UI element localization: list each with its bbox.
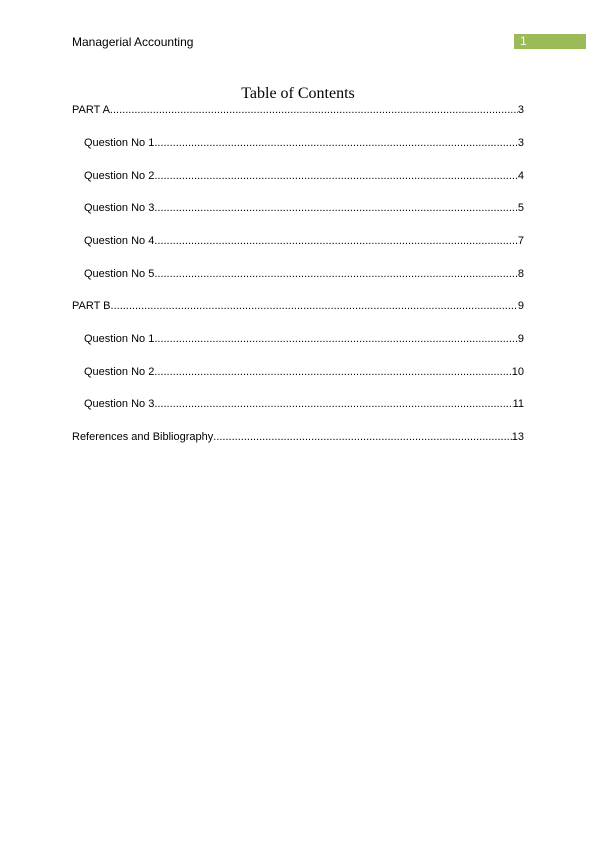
toc-entry-page: 8 [517, 268, 524, 280]
toc-entry-label: Question No 3 [84, 202, 155, 214]
toc-entry-label: Question No 1 [84, 137, 155, 149]
toc-entry-references[interactable] [72, 430, 524, 444]
toc-entry-page: 13 [511, 431, 524, 443]
toc-entry-page: 9 [517, 333, 524, 345]
toc-entry-page: 7 [517, 235, 524, 247]
toc-leader-dots [213, 430, 511, 444]
toc-entry-label: Question No 1 [84, 333, 155, 345]
toc-entry-label: References and Bibliography [72, 431, 214, 443]
toc-entry-page: 3 [517, 104, 524, 116]
toc-entry-part-a-question-5[interactable] [84, 267, 524, 281]
toc-leader-dots [110, 103, 518, 117]
toc-entry-page: 5 [517, 202, 524, 214]
toc-entry-part-b-question-3[interactable] [84, 397, 524, 411]
toc-leader-dots [154, 365, 511, 379]
header-title: Managerial Accounting [72, 35, 194, 49]
toc-entry-part-b-question-1[interactable] [84, 332, 524, 346]
toc-leader-dots [154, 234, 518, 248]
page-header [72, 34, 586, 50]
toc-leader-dots [154, 201, 518, 215]
toc-leader-dots [154, 136, 518, 150]
toc-leader-dots [154, 397, 512, 411]
toc-entry-page: 9 [517, 300, 524, 312]
toc-leader-dots [154, 169, 518, 183]
toc-entry-label: Question No 5 [84, 268, 155, 280]
toc-entry-page: 11 [512, 398, 524, 410]
toc-entry-label: Question No 4 [84, 235, 155, 247]
toc-leader-dots [154, 267, 518, 281]
toc-entry-label: Question No 2 [84, 170, 155, 182]
toc-entry-label: Question No 3 [84, 398, 155, 410]
page-number-badge: 1 [514, 34, 586, 49]
toc-entry-part-b-question-2[interactable] [84, 365, 524, 379]
toc-entry-part-a-question-3[interactable] [84, 201, 524, 215]
toc-entry-page: 3 [517, 137, 524, 149]
toc-leader-dots [154, 332, 518, 346]
toc-entry-part-b[interactable] [72, 299, 524, 313]
toc-entry-part-a[interactable] [72, 103, 524, 117]
toc-entry-part-a-question-4[interactable] [84, 234, 524, 248]
toc-entry-page: 4 [517, 170, 524, 182]
toc-entry-part-a-question-2[interactable] [84, 169, 524, 183]
toc-title: Table of Contents [241, 85, 355, 102]
toc-entry-label: Question No 2 [84, 366, 155, 378]
toc-entry-label: PART A [72, 104, 110, 116]
toc-leader-dots [111, 299, 518, 313]
toc-entry-part-a-question-1[interactable] [84, 136, 524, 150]
toc-entry-page: 10 [511, 366, 524, 378]
toc-entry-label: PART B [72, 300, 111, 312]
